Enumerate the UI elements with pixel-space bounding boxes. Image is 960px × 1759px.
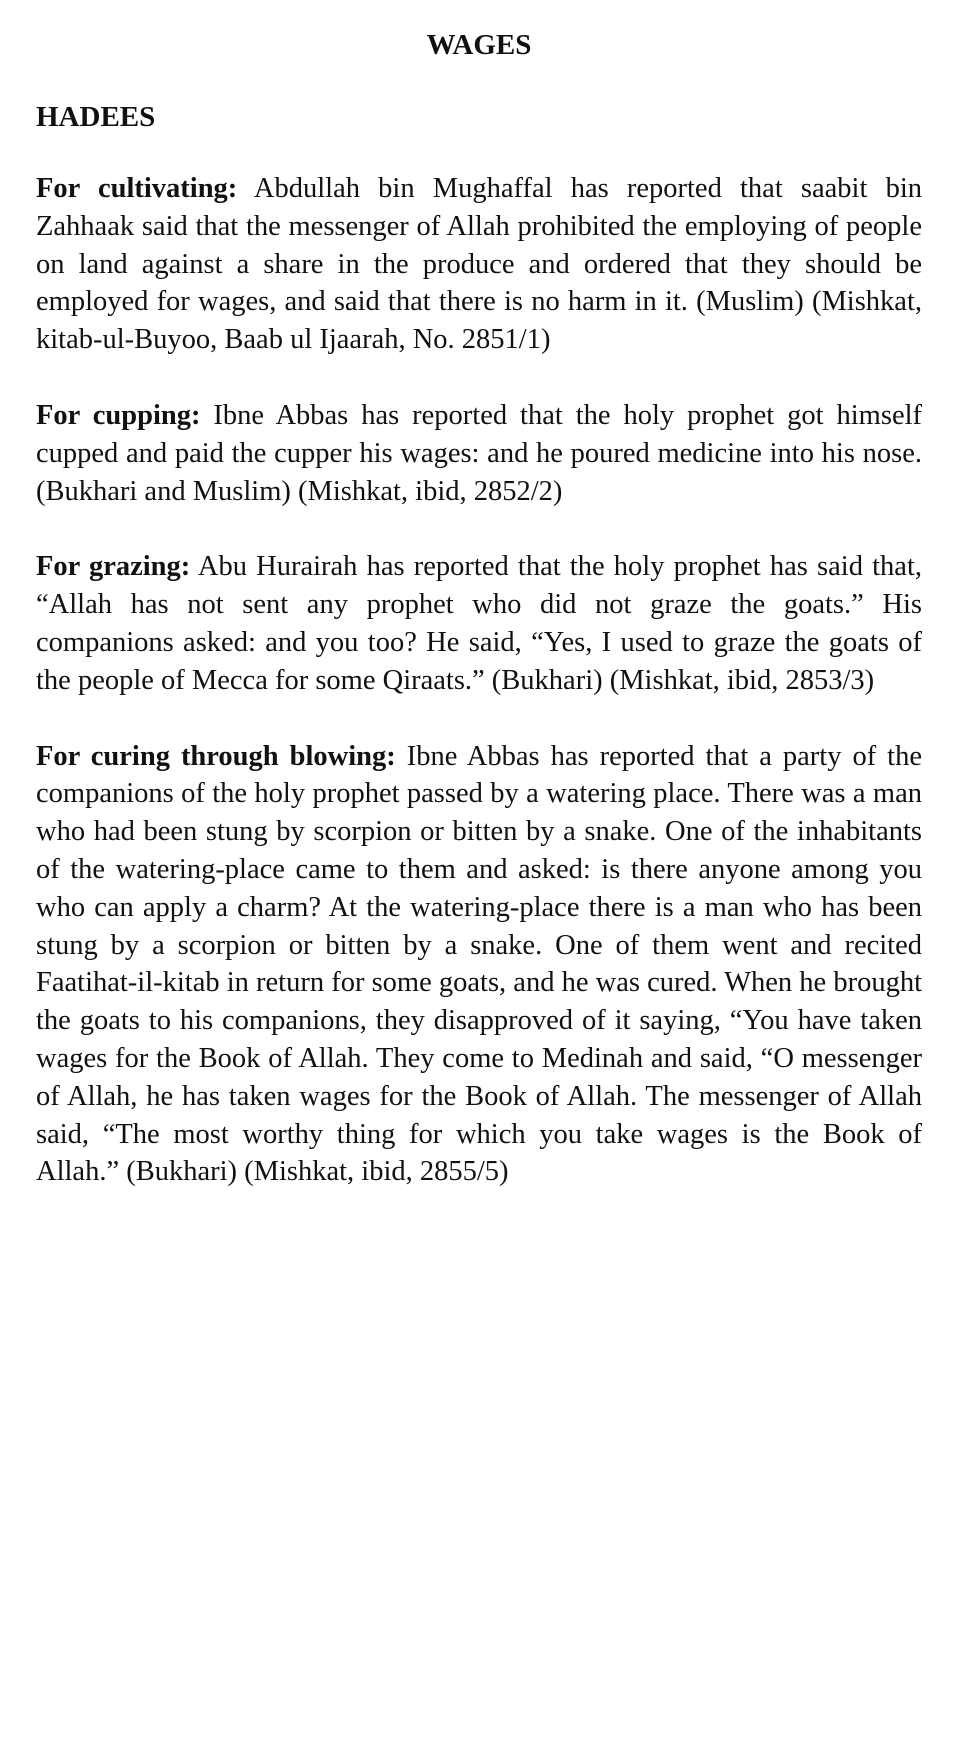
paragraph-text: Ibne Abbas has reported that a party of the companions of the holy prophet passed by a watering place. There was a man who had been stung by scorpion or bitten by a snake. One of the inhabitants of the watering-place came to them and asked: is there anyone among you who can apply a charm? At the watering-place there is a man who has been stung by a scorpion or bitten by a snake. One of them went and recited Faatihat-il-kitab in return for some goats, and he was cured. When he brought the goats to his companions, they disapproved of it saying, “You have taken wages for the Book of Allah. They come to Medinah and said, “O messenger of Allah, he has taken wages for the Book of Allah. The messenger of Allah said, “The most worthy thing for which you take wages is the Book of Allah.” (Bukhari) (Mishkat, ibid, 2855/5) bbox=[36, 740, 923, 1188]
paragraph-lead: For cupping: bbox=[36, 399, 201, 431]
paragraph-lead: For cultivating: bbox=[36, 173, 238, 204]
paragraph-text: Abu Hurairah has reported that the holy prophet has said that, “Allah has not sent any prophet who did not graze the goats.” His companions asked: and you too? He said, “Yes, I used to graze the goats of the people of Mecca for some Qiraats.” (Bukhari) (Mishkat, ibid, 2853/3) bbox=[36, 551, 922, 696]
paragraph-text: Abdullah bin Mughaffal has reported that saabit bin Zahhaak said that the messenger of Allah prohibited the employing of people on land against a share in the produce and ordered that they should be employed for wages, and said that there is no harm in it. (Muslim) (Mishkat, kitab-ul-Buyoo, Baab ul Ijaarah, No. 2851/1) bbox=[36, 173, 922, 356]
section-heading: HADEES bbox=[36, 101, 156, 133]
document-page bbox=[36, 22, 922, 1229]
paragraph-lead: For grazing: bbox=[36, 551, 191, 583]
paragraph-cultivating bbox=[36, 170, 922, 359]
document-title: WAGES bbox=[426, 29, 532, 61]
paragraph-curing-through-blowing bbox=[36, 738, 922, 1192]
paragraph-grazing bbox=[36, 548, 922, 699]
paragraph-lead: For curing through blowing: bbox=[36, 740, 396, 772]
paragraph-cupping bbox=[36, 397, 922, 510]
paragraph-text: Ibne Abbas has reported that the holy prophet got himself cupped and paid the cupper his wages: and he poured medicine into his nose. (Bukhari and Muslim) (Mishkat, ibid, 2852/2) bbox=[36, 399, 923, 507]
